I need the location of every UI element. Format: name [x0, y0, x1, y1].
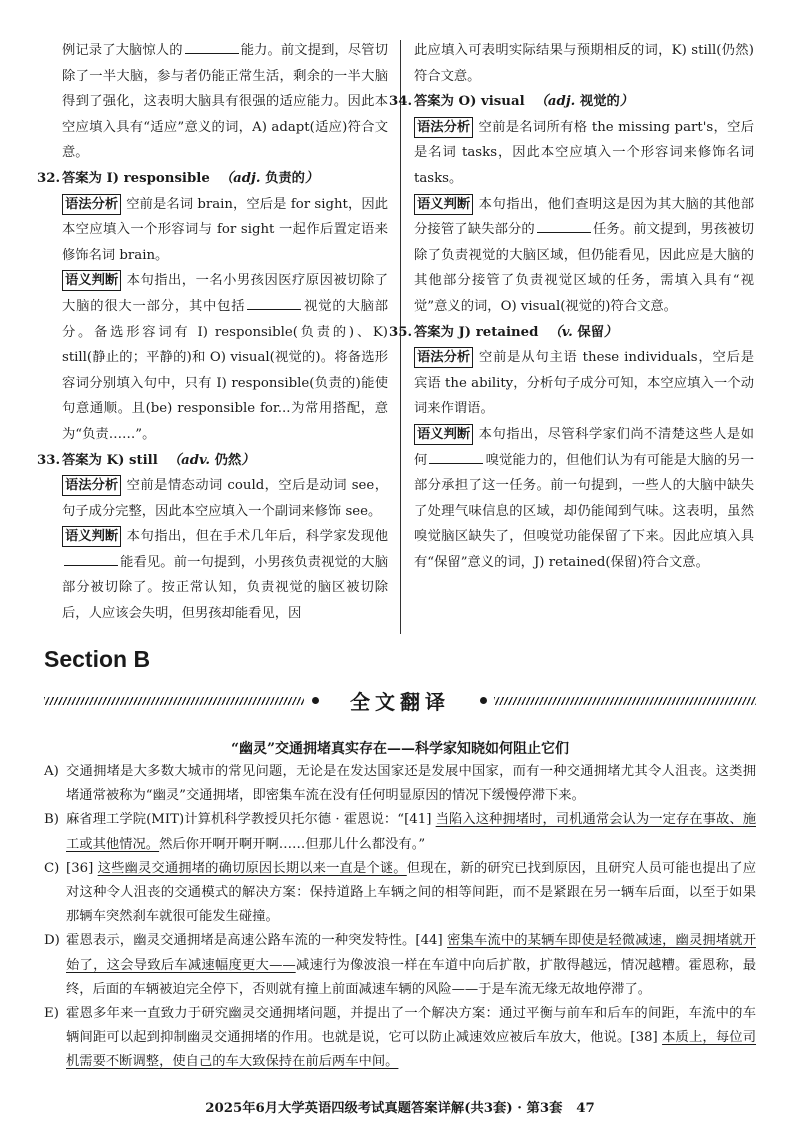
translation-paragraph	[44, 929, 757, 1002]
paragraph-text: 霍恩表示，幽灵交通拥堵是高速公路车流的一种突发特性。[44]	[66, 933, 448, 949]
text: 能力。前文提到，尽管切除了一半大脑，参与者仍能正常生活，剩余的一半大脑得到了强化，这表明大脑具有很强的适应能力。因此本空应填入具有“适应”意义的词，A) adapt(适应)符合文意。	[62, 43, 389, 161]
q33-explanation-tail: 此应填入可表明实际结果与预期相反的词，K) still(仍然)符合文意。	[414, 43, 754, 84]
paragraph-label: C)	[44, 860, 60, 876]
translation-paragraph	[44, 808, 756, 856]
answer-blank	[429, 449, 483, 464]
pos-abbr: adj.	[233, 170, 261, 186]
left-column	[37, 38, 389, 627]
page-footer	[0, 1097, 800, 1116]
pos-meaning: 仍然	[214, 452, 242, 468]
text: 例记录了大脑惊人的	[62, 43, 183, 58]
semantic-text: 视觉的大脑部分。备选形容词有 I) responsible(负责的)、K) still(静止的；平静的)和 O) visual(视觉的)。将备选形容词分别填入句中，只有 I) responsible(负责的)能使句意通顺。且(be) responsible for...为常用搭配，意为“负责……”。	[62, 298, 389, 442]
answer-blank	[64, 551, 118, 566]
q35-heading	[389, 320, 754, 346]
q35-semantic	[414, 422, 754, 576]
question-number: 34.	[389, 94, 413, 110]
part-of-speech: （adv. 仍然）	[167, 452, 255, 468]
q35-grammar	[414, 345, 754, 422]
answer-text: 答案为 I) responsible	[62, 170, 210, 186]
q32-heading	[37, 166, 388, 192]
semantic-text: 本句指出，他们查明这是因为其大脑的其他部分接管了缺失部分的	[414, 196, 754, 238]
answer-blank	[537, 218, 591, 233]
semantic-text: 本句指出，尽管科学家们尚不清楚这些人是如何	[414, 426, 754, 468]
translation-body	[44, 760, 756, 1075]
grammar-text: 空前是名词 brain，空后是 for sight，因此本空应填入一个形容词与 for sight 一起作后置定语来修饰名词 brain。	[62, 196, 388, 263]
right-column	[389, 38, 755, 575]
semantic-judgment-tag: 语义判断	[62, 270, 121, 291]
footer-text: 2025年6月大学英语四级考试真题答案详解(共3套) · 第3套	[205, 1101, 563, 1116]
paragraph-text: 麻省理工学院(MIT)计算机科学教授贝托尔德 · 霍恩说：“[41]	[66, 812, 436, 828]
hatch-decoration-left	[44, 697, 304, 705]
answer-blank	[185, 39, 239, 54]
translation-paragraph	[44, 760, 756, 808]
question-number: 32.	[37, 170, 61, 186]
article-title: “幽灵”交通拥堵真实存在——科学家知晓如何阻止它们	[230, 741, 570, 757]
semantic-text: 本句指出，但在手术几年后，科学家发现他	[126, 529, 388, 545]
paragraph-text: 交通拥堵是大多数大城市的常见问题，无论是在发达国家还是发展中国家，而有一种交通拥堵尤其令人沮丧。这类拥堵通常被称为“幽灵”交通拥堵，即密集车流在没有任何明显原因的情况下缓慢停滞下来。	[66, 764, 756, 804]
hatch-decoration-right	[494, 697, 756, 705]
translation-paragraph	[44, 857, 756, 930]
q34-grammar	[414, 115, 754, 192]
semantic-text: 能看见。前一句提到，小男孩负责视觉的大脑部分被切除了。按正常认知，负责视觉的脑区被切除后，人应该会失明，但男孩却能看见，因	[62, 554, 388, 622]
pos-abbr: v.	[561, 324, 573, 340]
paragraph-label: D)	[44, 933, 60, 949]
underlined-answer-text: 当陷入这种拥堵时，司机通常会认为一定存在事故、施工或其他情况。	[66, 812, 756, 852]
answer-text: 答案为 J) retained	[414, 324, 539, 340]
q31-explanation-tail	[62, 38, 388, 166]
q34-heading	[389, 89, 754, 115]
grammar-text: 空前是名词所有格 the missing part's，空后是名词 tasks，因此本空应填入一个形容词来修饰名词 tasks。	[414, 119, 754, 186]
underlined-answer-text: 这些幽灵交通拥堵的确切原因长期以来一直是个谜。	[97, 860, 407, 876]
answer-text: 答案为 O) visual	[414, 94, 525, 110]
paragraph-text: 然后你开啊开啊开啊……但那儿什么都没有。”	[159, 836, 426, 852]
semantic-text: 本句指出，一名小男孩因医疗原因被切除了大脑的很大一部分，其中包括	[62, 273, 388, 314]
pos-abbr: adv.	[181, 452, 211, 468]
section-band	[44, 688, 756, 714]
paragraph-text: [36]	[66, 860, 98, 876]
part-of-speech: （adj. 负责的）	[219, 170, 319, 186]
underlined-answer-text: 本质上，每位司机需要不断调整，使自己的车大致保持在前后两车中间。	[66, 1030, 757, 1070]
pos-abbr: adj.	[547, 94, 576, 110]
paragraph-label: E)	[44, 1006, 59, 1022]
semantic-text: 任务。前文提到，男孩被切除了负责视觉的大脑区域，但仍能看见，因此应是大脑的其他部分接管了负责视觉区域的任务，需填入具有“视觉”意义的词，O) visual(视觉的)符合文意。	[414, 222, 755, 314]
pos-meaning: 负责的	[265, 170, 305, 186]
grammar-analysis-tag: 语法分析	[62, 475, 121, 496]
paragraph-text: 霍恩多年来一直致力于研究幽灵交通拥堵问题，并提出了一个解决方案：通过平衡与前车和后车的间距，车流中的车辆间距可以起到抑制幽灵交通拥堵的作用。也就是说，它可以防止减速效应被后车放大，他说。[38]	[66, 1006, 756, 1046]
underlined-answer-text: 密集车流中的某辆车即使是轻微减速，幽灵拥堵就开始了，这会导致后车减速幅度更大——	[66, 933, 756, 973]
page-number: 47	[576, 1101, 595, 1116]
semantic-text: 嗅觉能力的，但他们认为有可能是大脑的另一部分承担了这一任务。前一句提到，一些人的大脑中缺失了处理气味信息的区域，却仍能闻到气味。这表明，虽然嗅觉脑区缺失了，但嗅觉功能保留了下来。因此应填入具有“保留”意义的词，J) retained(保留)符合文意。	[414, 452, 755, 570]
answer-blank	[247, 295, 301, 310]
translation-paragraph	[44, 1002, 757, 1075]
part-of-speech: （v. 保留）	[548, 324, 618, 340]
dot-decoration	[312, 697, 319, 704]
paragraph-label: A)	[44, 764, 59, 779]
grammar-analysis-tag: 语法分析	[414, 347, 473, 368]
part-of-speech: （adj. 视觉的）	[534, 94, 634, 110]
pos-meaning: 视觉的	[579, 94, 620, 110]
pos-meaning: 保留	[577, 324, 604, 340]
answer-text: 答案为 K) still	[62, 452, 158, 468]
q34-semantic	[414, 192, 754, 320]
semantic-judgment-tag: 语义判断	[414, 194, 473, 215]
q32-grammar	[62, 192, 388, 269]
q33-heading	[37, 448, 388, 474]
q33-semantic	[62, 524, 388, 626]
paragraph-label: B)	[44, 812, 59, 828]
section-title: Section B	[44, 646, 151, 672]
q33-grammar	[62, 473, 388, 524]
semantic-judgment-tag: 语义判断	[414, 424, 473, 445]
question-number: 33.	[37, 452, 61, 468]
paragraph-text: 减速行为像波浪一样在车道中向后扩散，扩散得越远，情况越糟。霍恩称，最终，后面的车辆被迫完全停下，否则就有撞上前面减速车辆的风险——于是车流无缘无故地停滞了。	[66, 957, 757, 997]
grammar-analysis-tag: 语法分析	[414, 117, 473, 138]
grammar-text: 空前是从句主语 these individuals，空后是宾语 the ability，分析句子成分可知，本空应填入一个动词来作谓语。	[414, 350, 754, 417]
band-title: 全文翻译	[350, 690, 450, 714]
paragraph-text: 但现在，新的研究已找到原因，且研究人员可能也提出了应对这种令人沮丧的交通模式的解决方案：保持道路上车辆之间的相等间距，而不是紧跟在另一辆车后面，以至于如果那辆车突然刹车就很可能发生碰撞。	[66, 860, 756, 925]
grammar-text: 空前是情态动词 could，空后是动词 see，句子成分完整，因此本空应填入一个副词来修饰 see。	[62, 478, 388, 519]
q32-semantic	[62, 268, 388, 447]
grammar-analysis-tag: 语法分析	[62, 194, 121, 215]
question-number: 35.	[389, 324, 413, 340]
dot-decoration	[480, 697, 487, 704]
semantic-judgment-tag: 语义判断	[62, 526, 121, 547]
